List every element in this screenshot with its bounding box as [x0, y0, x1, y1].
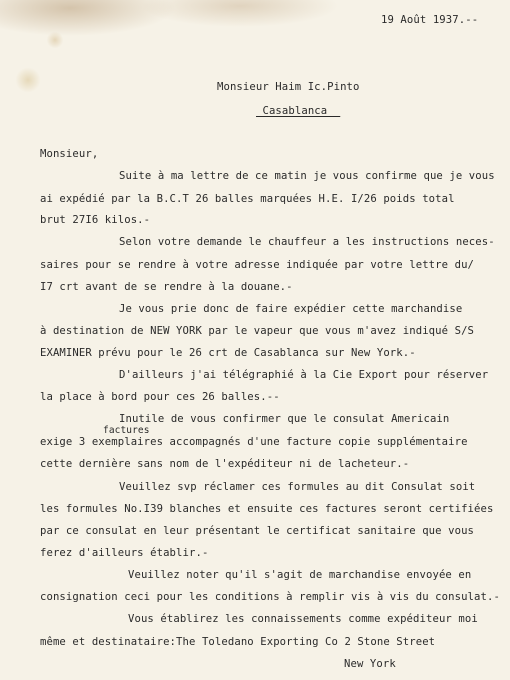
- salutation: Monsieur,: [40, 148, 99, 160]
- body-line: Veuillez noter qu'il s'agit de marchandise envoyée en: [128, 569, 472, 581]
- body-line: saires pour se rendre à votre adresse indiquée par votre lettre du/: [40, 259, 475, 271]
- recipient-city: _Casablanca__: [256, 105, 341, 117]
- body-line: ferez d'ailleurs établir.-: [40, 547, 209, 559]
- body-line: Je vous prie donc de faire expédier cette marchandise: [119, 303, 463, 315]
- body-line: ai expédié par la B.C.T 26 balles marquées H.E. I/26 poids total: [40, 193, 455, 205]
- body-line: à destination de NEW YORK par le vapeur que vous m'avez indiqué S/S: [40, 325, 475, 337]
- body-line: New York: [344, 658, 396, 670]
- body-line: cette dernière sans nom de l'expéditeur ni de lacheteur.-: [40, 458, 410, 470]
- body-line: Vous établirez les connaissements comme expéditeur moi: [128, 613, 478, 625]
- body-line: par ce consulat en leur présentant le certificat sanitaire que vous: [40, 525, 475, 537]
- body-line: Veuillez svp réclamer ces formules au dit Consulat soit: [119, 481, 476, 493]
- body-line: exige 3 exemplaires accompagnés d'une facture copie supplémentaire: [40, 436, 468, 448]
- body-line: EXAMINER prévu pour le 26 crt de Casablanca sur New York.-: [40, 347, 416, 359]
- letter-date: 19 Août 1937.--: [381, 14, 479, 26]
- body-line: même et destinataire:The Toledano Exporting Co 2 Stone Street: [40, 636, 436, 648]
- body-line: Selon votre demande le chauffeur a les instructions neces-: [119, 236, 495, 248]
- body-line: factures: [103, 425, 150, 436]
- body-line: la place à bord pour ces 26 balles.--: [40, 391, 280, 403]
- body-line: Suite à ma lettre de ce matin je vous confirme que je vous: [119, 170, 495, 182]
- body-line: brut 27I6 kilos.-: [40, 214, 151, 226]
- recipient-name: Monsieur Haim Ic.Pinto: [217, 81, 360, 93]
- body-line: les formules No.I39 blanches et ensuite ces factures seront certifiées: [40, 503, 494, 515]
- body-line: D'ailleurs j'ai télégraphié à la Cie Export pour réserver: [119, 369, 489, 381]
- body-line: consignation ceci pour les conditions à remplir vis à vis du consulat.-: [40, 591, 500, 603]
- body-line: Inutile de vous confirmer que le consulat Americain: [119, 413, 450, 425]
- body-line: I7 crt avant de se rendre à la douane.-: [40, 281, 293, 293]
